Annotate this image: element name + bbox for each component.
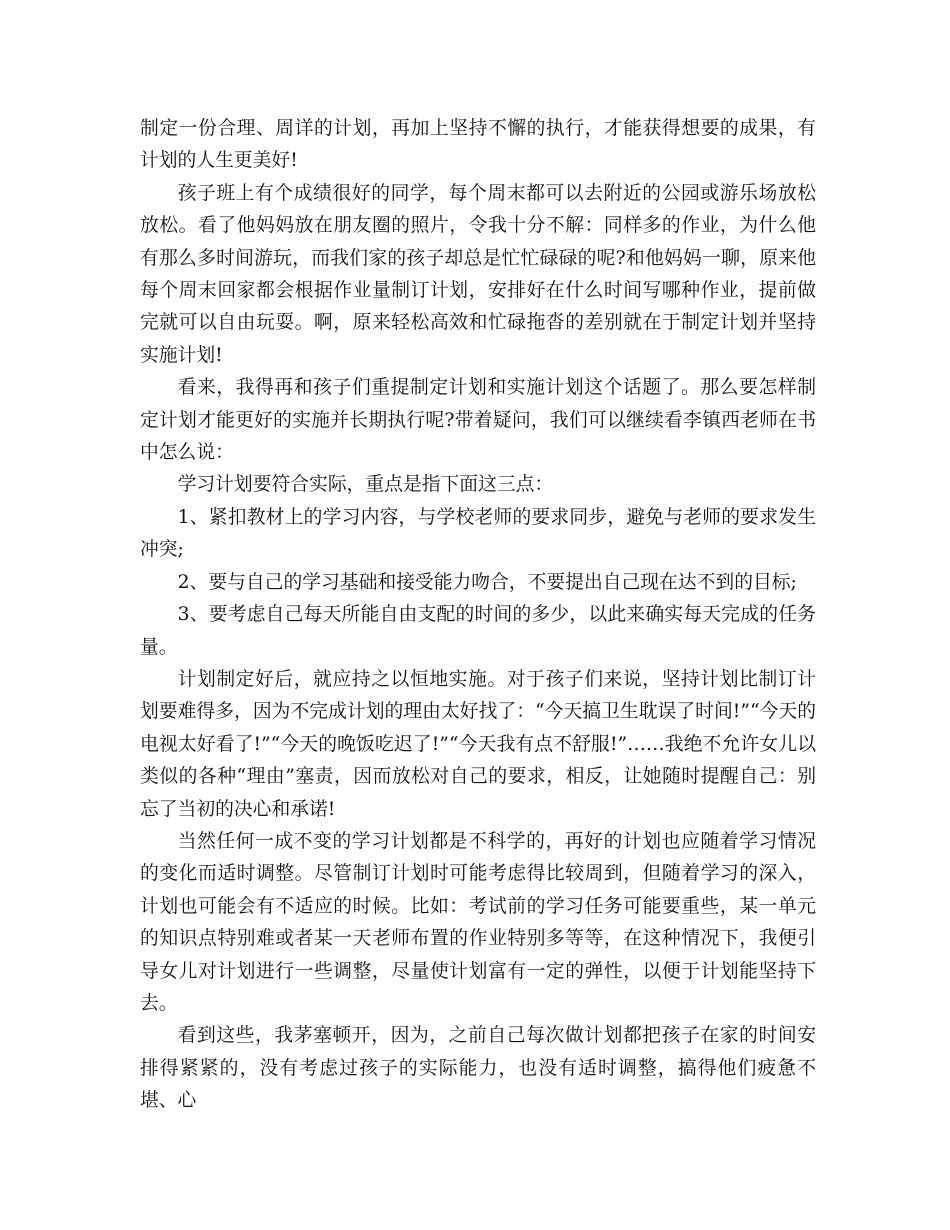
list-item: 3、要考虑自己每天所能自由支配的时间的多少，以此来确实每天完成的任务量。 (140, 604, 816, 658)
list-item: 2、要与自己的学习基础和接受能力吻合，不要提出自己现在达不到的目标; (177, 571, 797, 593)
paragraph: 计划制定好后，就应持之以恒地实施。对于孩子们来说，坚持计划比制订计划要难得多，因为不完成计划的理由太好找了：“今天搞卫生耽误了时间!”“今天的电视太好看了!”“今天的晚饭吃迟了!”“今天我有点不舒服!”……我绝不允许女儿以类似的各种“理由”塞责，因而放松对自己的要求，相反，让她随时提醒自己：别忘了当初的决心和承诺! (140, 668, 816, 820)
paragraph: 制定一份合理、周详的计划，再加上坚持不懈的执行，才能获得想要的成果，有计划的人生更美好! (140, 118, 816, 172)
list-item: 1、紧扣教材上的学习内容，与学校老师的要求同步，避免与老师的要求发生冲突; (140, 506, 816, 561)
paragraph: 看来，我得再和孩子们重提制定计划和实施计划这个话题了。那么要怎样制定计划才能更好的实施并长期执行呢?带着疑问，我们可以继续看李镇西老师在书中怎么说： (140, 377, 816, 464)
paragraph: 孩子班上有个成绩很好的同学，每个周末都可以去附近的公园或游乐场放松放松。看了他妈妈放在朋友圈的照片，令我十分不解：同样多的作业，为什么他有那么多时间游玩，而我们家的孩子却总是忙忙碌碌的呢?和他妈妈一聊，原来他每个周末回家都会根据作业量制订计划，安排好在什么时间写哪种作业，提前做完就可以自由玩耍。啊，原来轻松高效和忙碌拖沓的差别就在于制定计划并坚持实施计划! (140, 182, 816, 366)
paragraph: 学习计划要符合实际，重点是指下面这三点： (177, 474, 554, 496)
document-body (140, 113, 816, 1118)
paragraph: 当然任何一成不变的学习计划都是不科学的，再好的计划也应随着学习情况的变化而适时调整。尽管制订计划时可能考虑得比较周到，但随着学习的深入，计划也可能会有不适应的时候。比如：考试前的学习任务可能要重些，某一单元的知识点特别难或者某一天老师布置的作业特别多等等，在这种情况下，我便引导女儿对计划进行一些调整，尽量使计划富有一定的弹性，以便于计划能坚持下去。 (140, 830, 816, 1014)
paragraph: 看到这些，我茅塞顿开，因为，之前自己每次做计划都把孩子在家的时间安排得紧紧的，没有考虑过孩子的实际能力，也没有适时调整，搞得他们疲惫不堪、心 (140, 1025, 816, 1112)
